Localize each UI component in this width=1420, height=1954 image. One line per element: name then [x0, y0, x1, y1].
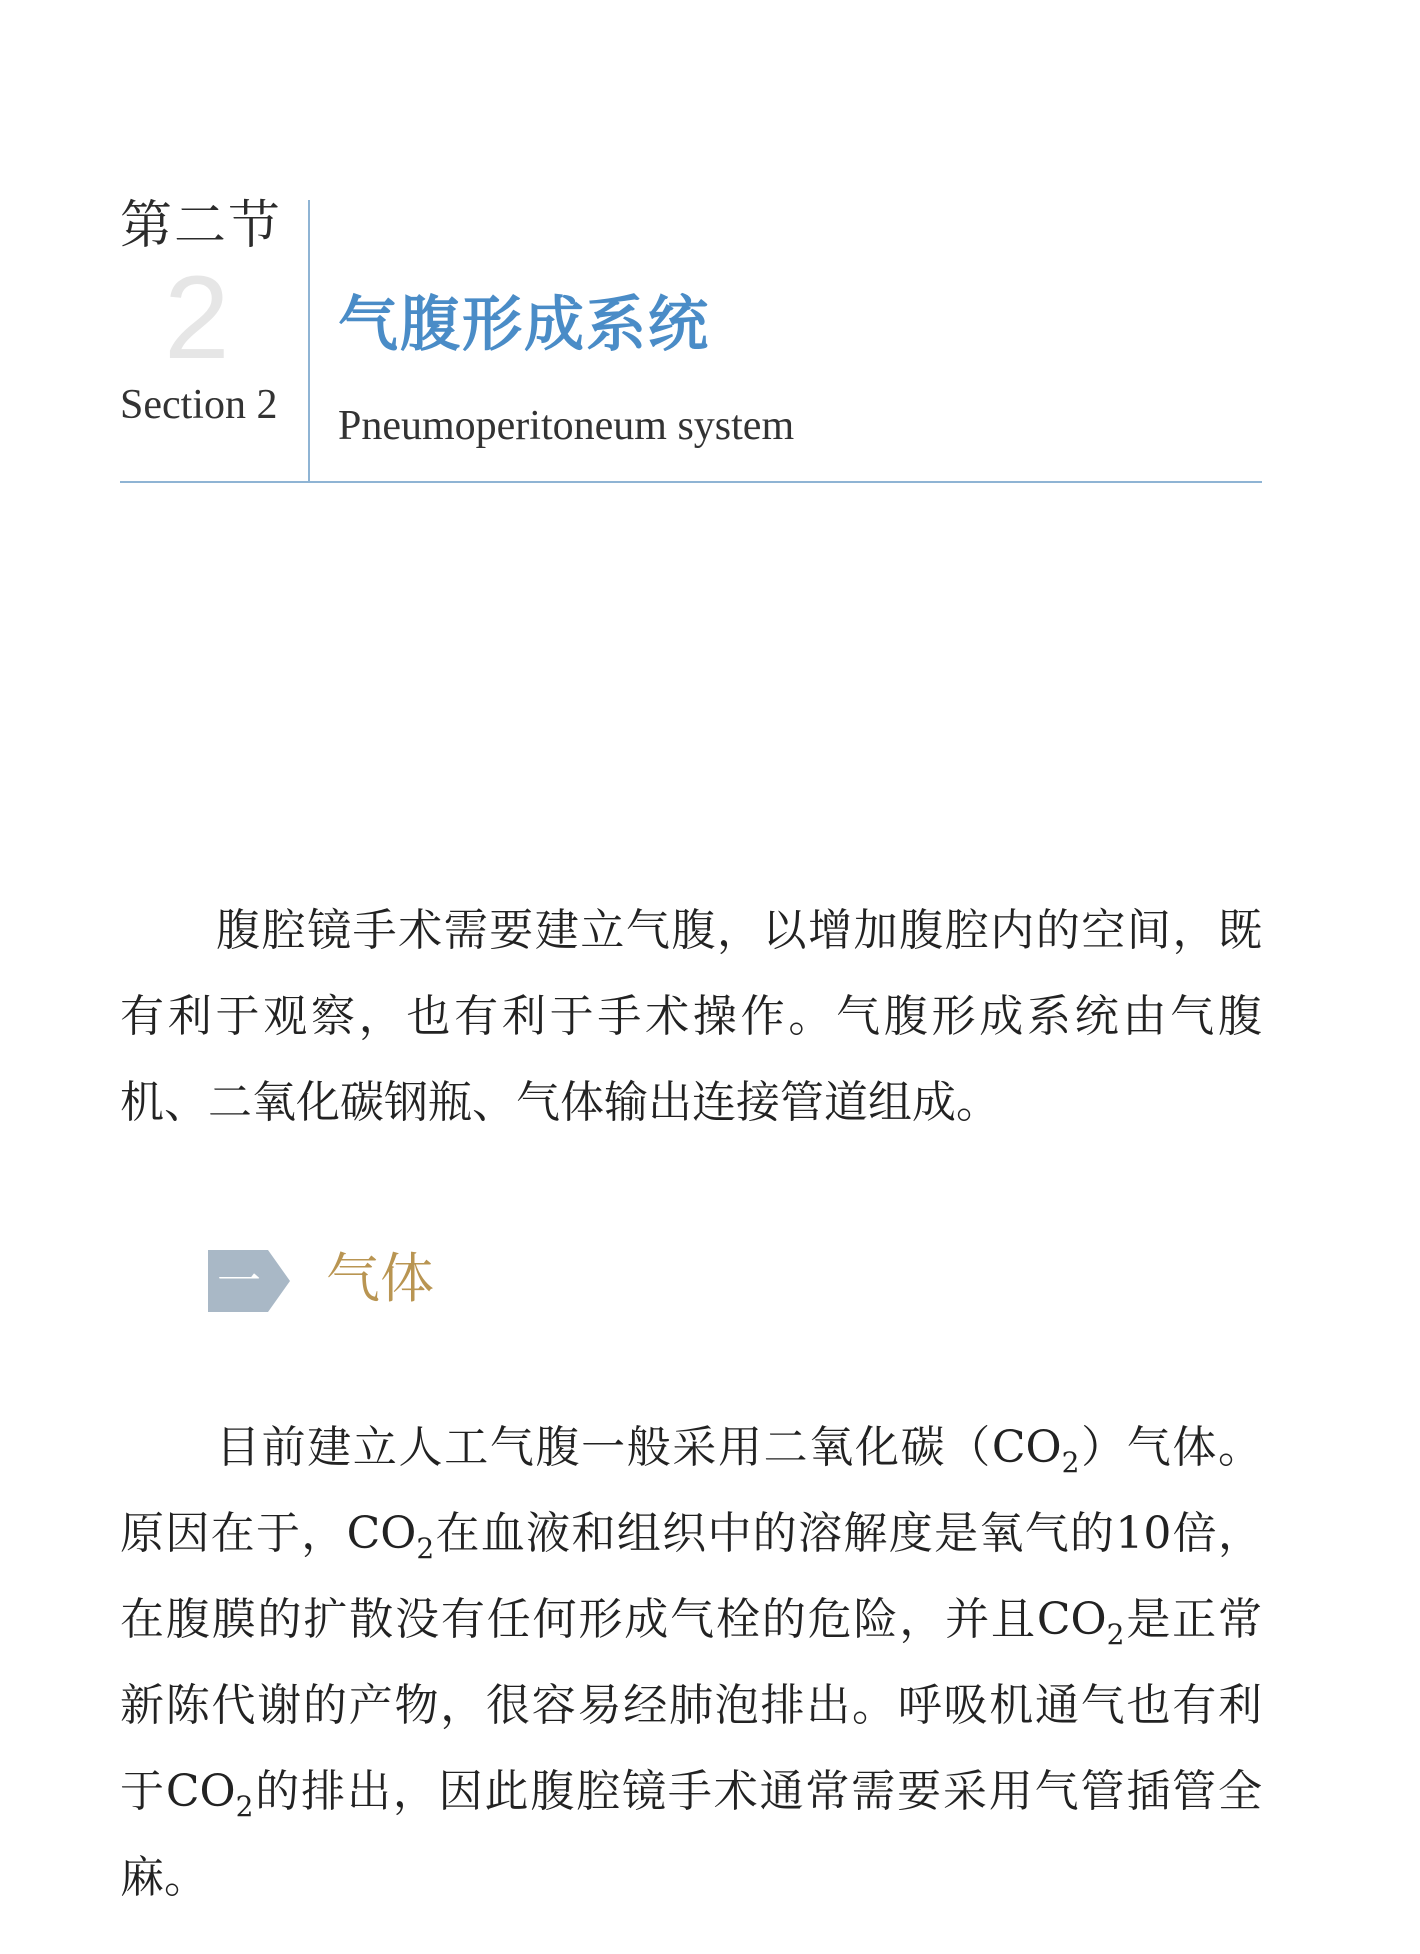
chapter-title-cn: 气腹形成系统 [338, 290, 710, 360]
co2-formula: $CO_2$ [346, 1508, 435, 1565]
section-label-en: Section 2 [120, 382, 278, 428]
body-paragraph [120, 1405, 1262, 1921]
body-text-3: 在血液和组织中的溶解度是氧气的10倍，在腹膜的扩散没有任何形成气栓的危险，并且 [120, 1508, 1262, 1645]
subsection-number-badge [208, 1250, 290, 1312]
body-text-4: 是正常新陈代谢的产物，很容易经肺泡排出。呼吸机通气也有利于 [120, 1594, 1263, 1817]
body-text-1: 目前建立人工气腹一般采用二氧化碳（ [216, 1422, 992, 1473]
co2-formula: $CO_2$ [991, 1422, 1080, 1479]
section-label-cn: 第二节 [120, 196, 283, 256]
chapter-title-en: Pneumoperitoneum system [338, 403, 795, 449]
header-vertical-divider [308, 200, 310, 482]
subsection-number: 一 [217, 1256, 261, 1307]
co2-formula: $CO_2$ [1036, 1594, 1125, 1651]
body-text-2: ）气体。原因在于， [120, 1422, 1263, 1559]
section-label-block [120, 195, 300, 431]
header-horizontal-rule [120, 481, 1262, 483]
co2-formula: $CO_2$ [165, 1766, 254, 1823]
intro-paragraph: 腹腔镜手术需要建立气腹，以增加腹腔内的空间，既有利于观察，也有利于手术操作。气腹形成系统由气腹机、二氧化碳钢瓶、气体输出连接管道组成。 [120, 905, 1262, 1128]
body-text-5: 的排出，因此腹腔镜手术通常需要采用气管插管全麻。 [120, 1766, 1263, 1903]
subsection-title: 气体 [326, 1247, 434, 1310]
section-number: 2 [164, 252, 230, 384]
